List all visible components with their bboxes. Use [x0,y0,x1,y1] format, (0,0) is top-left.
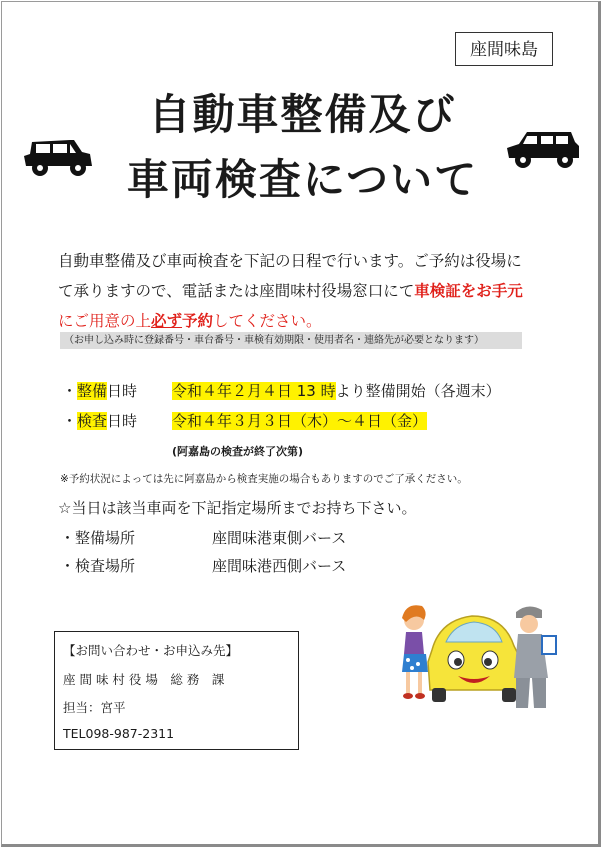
inspection-location-label: ・検査場所 [60,557,136,575]
maintenance-date-label [62,380,137,401]
inspection-date-value [172,410,427,431]
bullet: ・ [62,382,78,400]
maintenance-location-label: ・整備場所 [60,529,136,547]
intro-line-3-reserve: 予約 [182,312,214,330]
contact-office: 座 間 味 村 役 場 総 務 課 [63,672,225,687]
inspection-label: 検査 [77,412,108,430]
reservation-note: ※予約状況によっては先に阿嘉島から検査実施の場合もありますのでご了承ください。 [60,473,468,485]
contact-person: 担当：宮平 [63,700,126,715]
inspection-date-note: (阿嘉島の検査が終了次第) [172,445,304,458]
intro-line-1: 自動車整備及び車両検査を下記の日程で行います。ご予約は役場に [58,252,522,270]
intro-line-3-text-d: してください。 [213,312,322,330]
maintenance-date-suffix: より整備開始（各週末） [335,382,501,400]
bring-note: ☆当日は該当車両を下記指定場所までお持ち下さい。 [58,499,417,517]
car-mechanic-illustration [392,598,562,713]
maintenance-location-value: 座間味港東側バース [212,529,347,547]
maintenance-date-value [172,380,501,401]
contact-heading: 【お問い合わせ・お申込み先】 [63,643,239,658]
contact-box [54,631,299,750]
intro-line-2-emphasis: 車検証をお手元 [414,282,523,300]
bullet: ・ [62,412,78,430]
page-title-line-1: 自動車整備及び [148,90,457,139]
girl-figure [402,605,428,699]
required-info-note: （お申し込み時に登録番号・車台番号・車検有効期限・使用者名・連絡先が必要となります） [60,332,522,349]
maintenance-label-suffix: 日時 [107,382,138,400]
maintenance-label: 整備 [77,382,108,400]
inspection-date-label [62,410,137,431]
smiling-car [428,616,520,702]
page-title-line-2: 車両検査について [126,155,479,204]
inspection-label-suffix: 日時 [107,412,138,430]
intro-line-3-text-a: にご用意の上 [58,312,152,330]
intro-line-3-must: 必ず [151,312,183,330]
maintenance-date: 令和４年２月４日 13 時 [172,382,336,400]
intro-line-2 [58,276,558,306]
mechanic-figure [514,606,556,708]
inspection-date: 令和４年３月３日（木）～４日（金） [172,412,428,430]
inspection-location-value: 座間味港西側バース [212,557,347,575]
region-tag: 座間味島 [455,32,553,66]
intro-line-2-text: て承りますので、電話または座間味村役場窓口にて [58,282,415,300]
contact-tel: TEL098-987-2311 [63,726,175,741]
